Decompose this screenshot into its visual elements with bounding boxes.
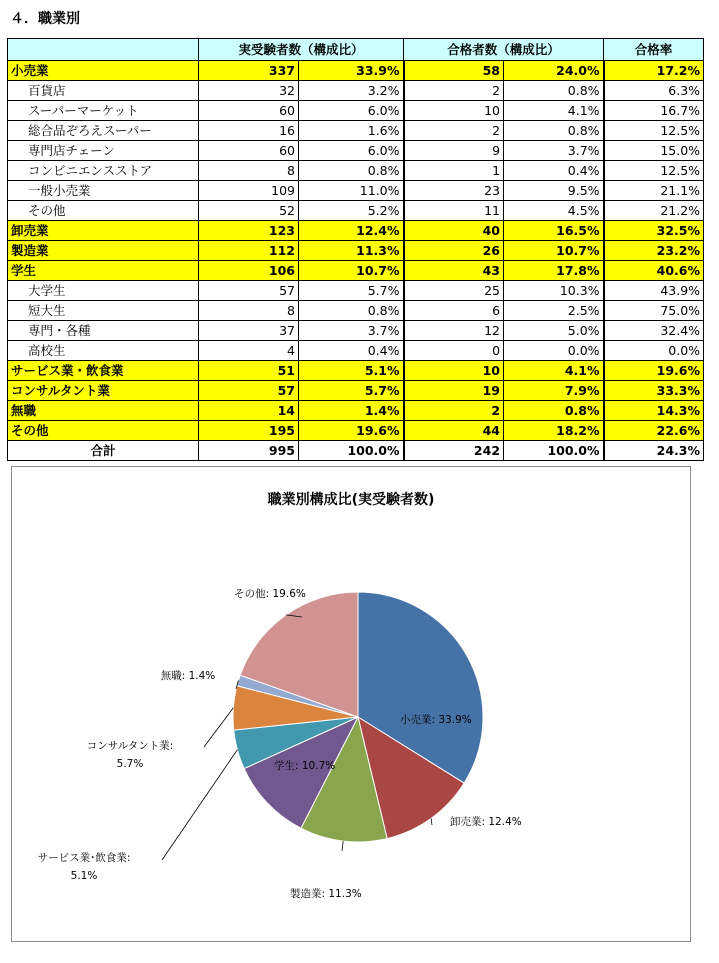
pass-share: 2.5% (504, 301, 604, 321)
leader-line (342, 841, 343, 851)
pass-count: 9 (404, 141, 504, 161)
pass-count: 2 (404, 81, 504, 101)
pass-share: 10.3% (504, 281, 604, 301)
pass-count: 10 (404, 361, 504, 381)
table-body (8, 61, 704, 461)
exam-share: 10.7% (299, 261, 404, 281)
exam-count: 112 (199, 241, 299, 261)
pass-count: 44 (404, 421, 504, 441)
pass-rate: 21.1% (604, 181, 704, 201)
slice-label: その他: 19.6% (234, 588, 306, 600)
row-label: 大学生 (8, 281, 199, 301)
pass-count: 242 (404, 441, 504, 461)
exam-count: 109 (199, 181, 299, 201)
row-label: 学生 (8, 261, 199, 281)
row-label: 百貨店 (8, 81, 199, 101)
leader-line (204, 708, 233, 747)
exam-share: 5.1% (299, 361, 404, 381)
pass-share: 0.8% (504, 401, 604, 421)
row-label: 総合品ぞろえスーパー (8, 121, 199, 141)
exam-count: 995 (199, 441, 299, 461)
pass-count: 40 (404, 221, 504, 241)
slice-label: コンサルタント業: 5.7% (86, 740, 174, 770)
pass-rate: 0.0% (604, 341, 704, 361)
exam-count: 337 (199, 61, 299, 81)
pass-share: 4.5% (504, 201, 604, 221)
row-label: コンビニエンスストア (8, 161, 199, 181)
pass-count: 0 (404, 341, 504, 361)
pass-share: 9.5% (504, 181, 604, 201)
pass-rate: 16.7% (604, 101, 704, 121)
row-label: サービス業・飲食業 (8, 361, 199, 381)
exam-count: 51 (199, 361, 299, 381)
exam-share: 5.7% (299, 281, 404, 301)
table-row (8, 101, 704, 121)
pass-count: 1 (404, 161, 504, 181)
exam-share: 5.2% (299, 201, 404, 221)
table-row (8, 341, 704, 361)
pass-rate: 12.5% (604, 121, 704, 141)
header-exam: 実受験者数（構成比） (199, 39, 404, 61)
exam-share: 5.7% (299, 381, 404, 401)
header-blank (8, 39, 199, 61)
exam-share: 0.4% (299, 341, 404, 361)
row-label: その他 (8, 421, 199, 441)
exam-share: 33.9% (299, 61, 404, 81)
pass-rate: 75.0% (604, 301, 704, 321)
exam-share: 6.0% (299, 141, 404, 161)
exam-count: 32 (199, 81, 299, 101)
row-label: 短大生 (8, 301, 199, 321)
pass-count: 12 (404, 321, 504, 341)
pass-share: 17.8% (504, 261, 604, 281)
table-row (8, 121, 704, 141)
exam-count: 195 (199, 421, 299, 441)
table-row (8, 421, 704, 441)
pass-share: 0.8% (504, 81, 604, 101)
exam-count: 123 (199, 221, 299, 241)
row-label: 専門・各種 (8, 321, 199, 341)
pass-share: 18.2% (504, 421, 604, 441)
exam-count: 4 (199, 341, 299, 361)
leader-line (431, 818, 432, 825)
exam-share: 1.6% (299, 121, 404, 141)
exam-share: 0.8% (299, 301, 404, 321)
pass-share: 5.0% (504, 321, 604, 341)
pass-rate: 12.5% (604, 161, 704, 181)
pass-count: 10 (404, 101, 504, 121)
pass-share: 0.8% (504, 121, 604, 141)
table-row (8, 241, 704, 261)
table-row (8, 161, 704, 181)
pass-count: 6 (404, 301, 504, 321)
pass-count: 19 (404, 381, 504, 401)
pass-share: 10.7% (504, 241, 604, 261)
table-row (8, 281, 704, 301)
exam-share: 11.0% (299, 181, 404, 201)
pass-share: 0.0% (504, 341, 604, 361)
table-row (8, 261, 704, 281)
pass-share: 16.5% (504, 221, 604, 241)
leader-line (162, 750, 237, 860)
pass-rate: 32.4% (604, 321, 704, 341)
pass-share: 100.0% (504, 441, 604, 461)
row-label: 高校生 (8, 341, 199, 361)
exam-count: 16 (199, 121, 299, 141)
exam-share: 3.2% (299, 81, 404, 101)
pass-count: 23 (404, 181, 504, 201)
pass-count: 2 (404, 121, 504, 141)
exam-count: 60 (199, 141, 299, 161)
exam-count: 106 (199, 261, 299, 281)
exam-count: 8 (199, 301, 299, 321)
row-label: スーパーマーケット (8, 101, 199, 121)
row-label: 一般小売業 (8, 181, 199, 201)
pass-share: 0.4% (504, 161, 604, 181)
row-label: 合計 (8, 441, 199, 461)
pass-share: 4.1% (504, 361, 604, 381)
pass-count: 25 (404, 281, 504, 301)
pass-rate: 23.2% (604, 241, 704, 261)
table-row (8, 381, 704, 401)
exam-count: 60 (199, 101, 299, 121)
row-label: 専門店チェーン (8, 141, 199, 161)
pass-count: 58 (404, 61, 504, 81)
table-row (8, 361, 704, 381)
table-row (8, 401, 704, 421)
pass-count: 11 (404, 201, 504, 221)
exam-share: 3.7% (299, 321, 404, 341)
table-row (8, 301, 704, 321)
table-row (8, 441, 704, 461)
exam-share: 11.3% (299, 241, 404, 261)
pass-rate: 21.2% (604, 201, 704, 221)
exam-share: 100.0% (299, 441, 404, 461)
pass-count: 43 (404, 261, 504, 281)
pass-share: 4.1% (504, 101, 604, 121)
table-row (8, 201, 704, 221)
page-heading: ４．職業別 (10, 11, 80, 27)
row-label: 小売業 (8, 61, 199, 81)
pass-rate: 24.3% (604, 441, 704, 461)
header-rate: 合格率 (604, 39, 704, 61)
table-row (8, 221, 704, 241)
exam-count: 37 (199, 321, 299, 341)
exam-count: 57 (199, 281, 299, 301)
row-label: 卸売業 (8, 221, 199, 241)
pie-chart (11, 466, 691, 942)
pass-rate: 14.3% (604, 401, 704, 421)
row-label: コンサルタント業 (8, 381, 199, 401)
exam-share: 0.8% (299, 161, 404, 181)
pass-rate: 19.6% (604, 361, 704, 381)
slice-label: 学生: 10.7% (274, 760, 336, 772)
pass-rate: 33.3% (604, 381, 704, 401)
pass-count: 26 (404, 241, 504, 261)
pass-share: 7.9% (504, 381, 604, 401)
slice-label: サービス業･飲食業: 5.1% (37, 852, 131, 882)
slice-label: 卸売業: 12.4% (450, 816, 522, 828)
occupation-table (7, 38, 704, 461)
pass-rate: 22.6% (604, 421, 704, 441)
pass-rate: 6.3% (604, 81, 704, 101)
table-row (8, 81, 704, 101)
exam-share: 12.4% (299, 221, 404, 241)
pie-svg (12, 467, 690, 941)
pass-rate: 40.6% (604, 261, 704, 281)
exam-share: 19.6% (299, 421, 404, 441)
slice-label: 小売業: 33.9% (400, 714, 472, 726)
exam-share: 1.4% (299, 401, 404, 421)
header-pass: 合格者数（構成比） (404, 39, 604, 61)
table-row (8, 141, 704, 161)
table-row (8, 61, 704, 81)
chart-title: 職業別構成比(実受験者数) (267, 492, 435, 508)
row-label: その他 (8, 201, 199, 221)
pass-share: 24.0% (504, 61, 604, 81)
slice-label: 無職: 1.4% (160, 670, 216, 682)
table-header-row (8, 39, 704, 61)
table-row (8, 181, 704, 201)
row-label: 無職 (8, 401, 199, 421)
table-row (8, 321, 704, 341)
pass-share: 3.7% (504, 141, 604, 161)
pass-rate: 32.5% (604, 221, 704, 241)
exam-count: 8 (199, 161, 299, 181)
pass-rate: 17.2% (604, 61, 704, 81)
exam-count: 57 (199, 381, 299, 401)
exam-count: 52 (199, 201, 299, 221)
exam-count: 14 (199, 401, 299, 421)
exam-share: 6.0% (299, 101, 404, 121)
row-label: 製造業 (8, 241, 199, 261)
pass-count: 2 (404, 401, 504, 421)
pass-rate: 43.9% (604, 281, 704, 301)
pass-rate: 15.0% (604, 141, 704, 161)
slice-label: 製造業: 11.3% (290, 888, 362, 900)
